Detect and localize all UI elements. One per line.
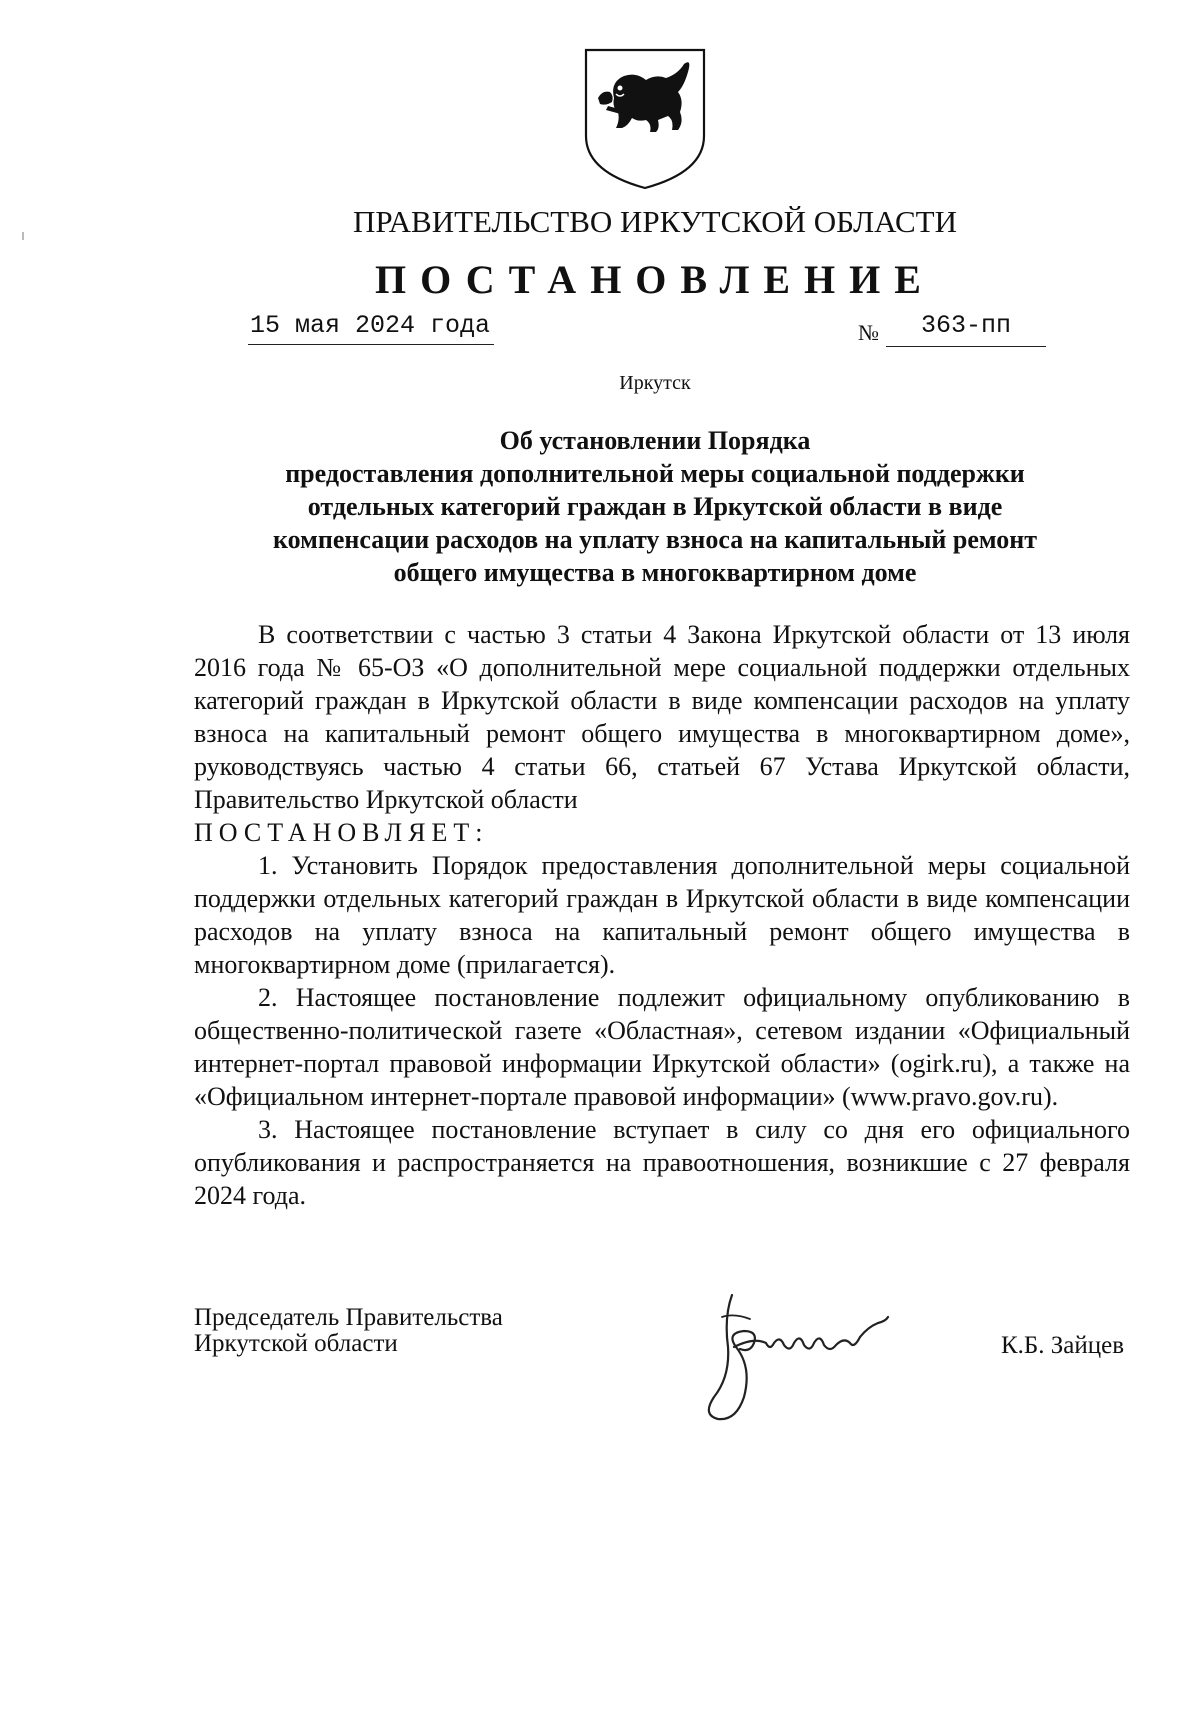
title-line: Об установлении Порядка bbox=[499, 426, 811, 455]
title-line: отдельных категорий граждан в Иркутской области в виде bbox=[307, 492, 1003, 521]
city-name: Иркутск bbox=[619, 372, 691, 394]
title-line: компенсации расходов на уплату взноса на капитальный ремонт bbox=[273, 525, 1037, 554]
organization-name: ПРАВИТЕЛЬСТВО ИРКУТСКОЙ ОБЛАСТИ bbox=[352, 204, 957, 239]
clause-3: 3. Настоящее постановление вступает в силу со дня его официального опубликования и распространяется на правоотношения, возникшие с 27 февраля 2024 года. bbox=[194, 1115, 1130, 1210]
document-type: ПОСТАНОВЛЕНИЕ bbox=[375, 257, 935, 302]
signatory-name: К.Б. Зайцев bbox=[1000, 1332, 1124, 1359]
clause-2: 2. Настоящее постановление подлежит официальному опубликованию в общественно-политической газете «Областная», сетевом издании «Официальный интернет-портал правовой информации Иркутской области» (ogirk.ru), а также на «Официальном интернет-портале правовой информации» (www.pravo.gov.ru). bbox=[194, 983, 1130, 1111]
document-number bbox=[858, 310, 1048, 350]
document-body bbox=[194, 618, 1130, 1212]
handwritten-signature bbox=[674, 1287, 914, 1427]
signatory-position bbox=[194, 1305, 503, 1357]
signature-block bbox=[194, 1305, 1130, 1445]
position-line: Председатель Правительства bbox=[194, 1304, 503, 1331]
number-sign: № bbox=[858, 320, 879, 345]
coat-of-arms-icon bbox=[580, 46, 710, 192]
position-line: Иркутской области bbox=[194, 1330, 398, 1357]
title-line: общего имущества в многоквартирном доме bbox=[393, 558, 917, 587]
document-date: 15 мая 2024 года bbox=[248, 310, 494, 345]
resolves-heading: ПОСТАНОВЛЯЕТ: bbox=[194, 818, 489, 847]
number-value: 363-пп bbox=[886, 310, 1046, 347]
document-title bbox=[200, 424, 1110, 589]
title-line: предоставления дополнительной меры социальной поддержки bbox=[285, 459, 1025, 488]
preamble-paragraph: В соответствии с частью 3 статьи 4 Закона Иркутской области от 13 июля 2016 года № 65-ОЗ «О дополнительной мере социальной поддержки отдельных категорий граждан в Иркутской области в виде компенсации расходов на уплату взноса на капитальный ремонт общего имущества в многоквартирном доме», руководствуясь частью 4 статьи 66, статьей 67 Устава Иркутской области, Правительство Иркутской области bbox=[194, 620, 1130, 814]
clause-1: 1. Установить Порядок предоставления дополнительной меры социальной поддержки отдельных категорий граждан в Иркутской области в виде компенсации расходов на уплату взноса на капитальный ремонт общего имущества в многоквартирном доме (прилагается). bbox=[194, 851, 1130, 979]
